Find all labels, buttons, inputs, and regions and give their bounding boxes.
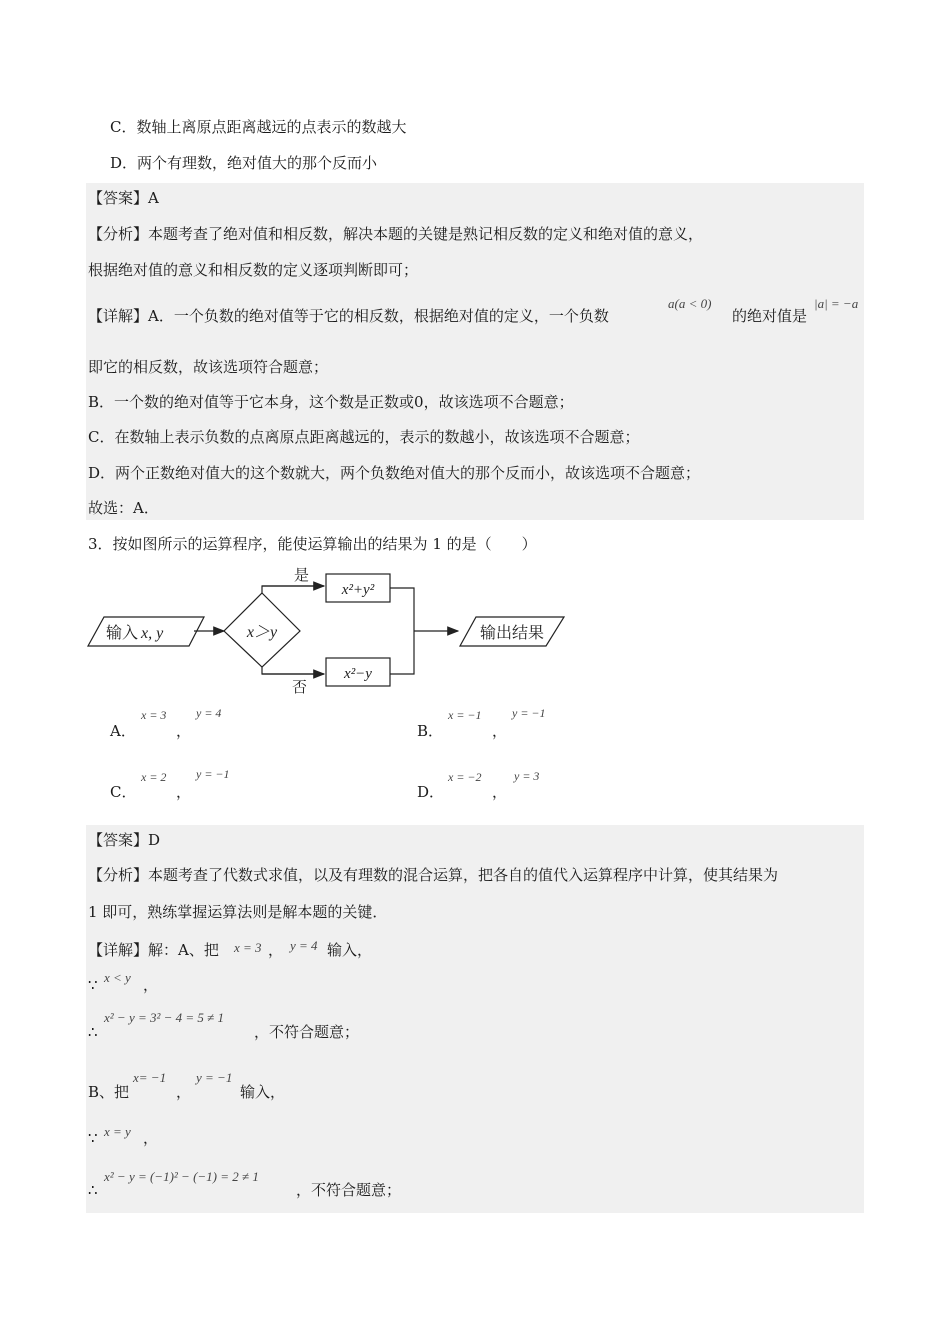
no-label: 否 xyxy=(292,680,308,696)
input-label: 输入 xyxy=(106,625,139,642)
detail-line-2: 即它的相反数，故该选项符合题意； xyxy=(88,358,329,376)
a-result: ，不符合题意； xyxy=(254,1023,360,1041)
detail-q3-comma: ， xyxy=(268,941,284,959)
option-a-x: x = 3 xyxy=(141,708,167,722)
flowchart xyxy=(84,562,574,702)
because-symbol-a: ∵ xyxy=(88,976,98,994)
b-input: 输入， xyxy=(240,1083,286,1101)
answer-label: 【答案】A xyxy=(88,189,159,207)
math-a-neg: a(a < 0) xyxy=(668,296,712,311)
condition-label: x＞y xyxy=(246,624,278,641)
option-d-y: y = 3 xyxy=(514,769,540,783)
detail-q3-ay: y = 4 xyxy=(290,938,318,953)
option-d-label: D． xyxy=(417,783,445,801)
option-d-comma: ， xyxy=(492,783,508,801)
yes-connector-vertical xyxy=(262,586,324,593)
question-3: 3．按如图所示的运算程序，能使运算输出的结果为 1 的是（ ） xyxy=(88,535,537,553)
therefore-symbol-a: ∴ xyxy=(88,1023,98,1041)
input-vars: x, y xyxy=(141,625,164,642)
analysis-line-1: 【分析】本题考查了绝对值和相反数，解决本题的关键是熟记相反数的定义和绝对值的意义， xyxy=(88,225,704,243)
detail-line-1-mid: 的绝对值是 xyxy=(732,307,808,325)
merge-lines xyxy=(390,588,414,674)
b-condition-end: ， xyxy=(143,1129,159,1147)
option-d-x: x = −2 xyxy=(448,770,482,784)
option-a-comma: ， xyxy=(176,722,192,740)
option-c: C．数轴上离原点距离越远的点表示的数越大 xyxy=(110,118,407,136)
option-c-y: y = −1 xyxy=(196,767,230,781)
detail-line-1: 【详解】A．一个负数的绝对值等于它的相反数，根据绝对值的定义，一个负数 xyxy=(88,307,609,325)
answer-label-q3: 【答案】D xyxy=(88,831,161,849)
a-calculation: x² − y = 3² − 4 = 5 ≠ 1 xyxy=(104,1010,225,1025)
option-c-comma: ， xyxy=(176,783,192,801)
detail-d: D．两个正数绝对值大的这个数就大，两个负数绝对值大的那个反而小，故该选项不合题意； xyxy=(88,464,701,482)
detail-q3-prefix: 【详解】解：A、把 xyxy=(88,941,219,959)
option-d: D．两个有理数，绝对值大的那个反而小 xyxy=(110,154,378,172)
no-connector-vertical xyxy=(262,667,324,674)
output-label: 输出结果 xyxy=(479,625,545,642)
option-b-label: B． xyxy=(417,722,444,740)
analysis-line-2: 根据绝对值的意义和相反数的定义逐项判断即可； xyxy=(88,261,419,279)
option-c-x: x = 2 xyxy=(141,770,167,784)
b-calculation: x² − y = (−1)² − (−1) = 2 ≠ 1 xyxy=(104,1169,259,1184)
detail-b: B．一个数的绝对值等于它本身，这个数是正数或0，故该选项不合题意； xyxy=(88,393,574,411)
b-condition: x = y xyxy=(104,1124,131,1139)
yes-label: 是 xyxy=(294,568,310,584)
b-y: y = −1 xyxy=(196,1070,233,1085)
option-a-label: A． xyxy=(110,722,136,740)
analysis-q3-line-1: 【分析】本题考查了代数式求值，以及有理数的混合运算，把各自的值代入运算程序中计算，使其结果为 xyxy=(88,866,779,884)
detail-q3-ax: x = 3 xyxy=(234,940,262,955)
b-result: ，不符合题意； xyxy=(296,1181,402,1199)
because-symbol-b: ∵ xyxy=(88,1129,98,1147)
b-comma: ， xyxy=(176,1083,192,1101)
option-b-x: x = −1 xyxy=(448,708,482,722)
a-condition: x < y xyxy=(104,970,131,985)
a-condition-end: ， xyxy=(143,976,159,994)
therefore-symbol-b: ∴ xyxy=(88,1181,98,1199)
yes-expression: x²+y² xyxy=(341,582,375,598)
option-b-comma: ， xyxy=(492,722,508,740)
no-expression: x²−y xyxy=(344,666,372,682)
analysis-q3-line-2: 1 即可，熟练掌握运算法则是解本题的关键． xyxy=(88,903,388,921)
b-x: x= −1 xyxy=(133,1070,167,1085)
option-b-y: y = −1 xyxy=(512,706,546,720)
option-a-y: y = 4 xyxy=(196,706,222,720)
detail-c: C．在数轴上表示负数的点离原点距离越远的，表示的数越小，故该选项不合题意； xyxy=(88,428,640,446)
b-prefix: B、把 xyxy=(88,1083,130,1101)
math-abs-a: |a| = −a xyxy=(814,296,859,311)
detail-q3-input: 输入， xyxy=(327,941,373,959)
conclusion: 故选：A． xyxy=(88,499,159,517)
option-c-label: C． xyxy=(110,783,137,801)
